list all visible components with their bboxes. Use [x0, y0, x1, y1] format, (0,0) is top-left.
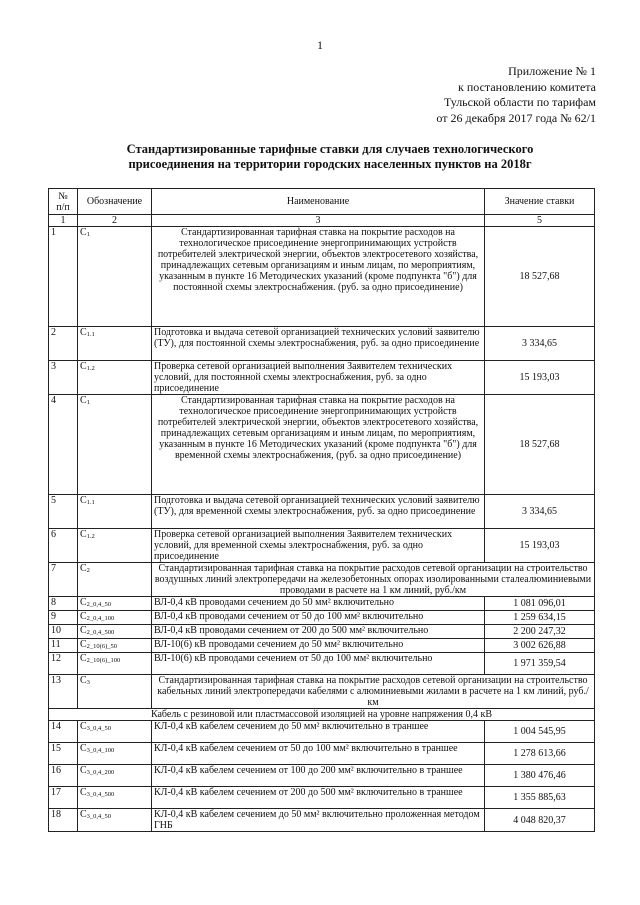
- cable-section-header-row: [49, 709, 595, 721]
- designation-subscript: 2_10(6)_100: [86, 657, 121, 664]
- row-number: 7: [49, 563, 78, 597]
- row-name: Стандартизированная тарифная ставка на покрытие расходов сетевой организации на строительство кабельных линий электропередачи кабелями с алюминиевыми жилами в расчете на 1 км линий, руб./км: [152, 675, 595, 709]
- row-name: Подготовка и выдача сетевой организацией технических условий заявителю (ТУ), для постоянной схемы электроснабжения, руб. за одно присоединение: [152, 327, 485, 361]
- table-row: [49, 227, 595, 327]
- row-name: КЛ-0,4 кВ кабелем сечением от 50 до 100 мм² включительно в траншее: [152, 743, 485, 765]
- row-value: 1 278 613,66: [485, 743, 595, 765]
- table-row: [49, 563, 595, 597]
- row-value: 1 380 476,46: [485, 765, 595, 787]
- designation-subscript: 1.2: [86, 533, 95, 540]
- column-number: 1: [49, 215, 78, 227]
- document-title: [60, 142, 600, 172]
- table-row: [49, 653, 595, 675]
- row-designation: [78, 625, 152, 639]
- row-designation: [78, 495, 152, 529]
- row-number: 14: [49, 721, 78, 743]
- row-name: КЛ-0,4 кВ кабелем сечением до 50 мм² включительно проложенная методом ГНБ: [152, 809, 485, 832]
- row-designation: [78, 563, 152, 597]
- row-designation: [78, 765, 152, 787]
- row-designation: [78, 653, 152, 675]
- row-number: 12: [49, 653, 78, 675]
- designation-letter: C: [80, 743, 87, 754]
- table-row: [49, 639, 595, 653]
- designation-subscript: 1.1: [86, 331, 95, 338]
- row-value: 15 193,03: [485, 529, 595, 563]
- page-number: 1: [317, 38, 323, 52]
- table-row: [49, 611, 595, 625]
- table-row: [49, 809, 595, 832]
- row-name: КЛ-0,4 кВ кабелем сечением от 100 до 200 мм² включительно в траншее: [152, 765, 485, 787]
- row-designation: [78, 361, 152, 395]
- row-number: 16: [49, 765, 78, 787]
- designation-subscript: 3_0,4_100: [86, 747, 115, 754]
- row-designation: [78, 675, 152, 709]
- row-value: 3 334,65: [485, 327, 595, 361]
- table-row: [49, 597, 595, 611]
- row-designation: [78, 227, 152, 327]
- designation-letter: C: [80, 653, 87, 664]
- row-designation: [78, 395, 152, 495]
- row-number: 15: [49, 743, 78, 765]
- row-value: 18 527,68: [485, 227, 595, 327]
- designation-letter: C: [80, 625, 87, 636]
- column-number: 2: [78, 215, 152, 227]
- row-value: 4 048 820,37: [485, 809, 595, 832]
- row-number: 2: [49, 327, 78, 361]
- row-designation: [78, 787, 152, 809]
- table-row: [49, 327, 595, 361]
- cable-section-header: Кабель с резиновой или пластмассовой изоляцией на уровне напряжения 0,4 кВ: [49, 709, 595, 721]
- designation-subscript: 3_0,4_50: [86, 725, 112, 732]
- designation-letter: C: [80, 327, 87, 338]
- header-num-line-1: №: [58, 190, 68, 202]
- table-header-row: [49, 189, 595, 215]
- designation-subscript: 2_10(6)_50: [86, 643, 118, 650]
- row-value: 2 200 247,32: [485, 625, 595, 639]
- row-designation: [78, 611, 152, 625]
- row-value: 1 259 634,15: [485, 611, 595, 625]
- table-row: [49, 787, 595, 809]
- designation-subscript: 3_0,4_500: [86, 791, 115, 798]
- row-name: КЛ-0,4 кВ кабелем сечением до 50 мм² включительно в траншее: [152, 721, 485, 743]
- table-row: [49, 743, 595, 765]
- header-num: [49, 189, 78, 215]
- column-number-row: [49, 215, 595, 227]
- table-body: [49, 227, 595, 832]
- row-designation: [78, 327, 152, 361]
- designation-subscript: 1: [86, 399, 90, 406]
- tariff-table: [48, 188, 595, 832]
- row-name: КЛ-0,4 кВ кабелем сечением от 200 до 500 мм² включительно в траншее: [152, 787, 485, 809]
- row-name: Проверка сетевой организацией выполнения Заявителем технических условий, для временной схемы электроснабжения, руб. за одно присоединение: [152, 529, 485, 563]
- header-designation: Обозначение: [78, 189, 152, 215]
- designation-subscript: 2_0,4_100: [86, 615, 115, 622]
- table-row: [49, 765, 595, 787]
- row-number: 9: [49, 611, 78, 625]
- row-name: Стандартизированная тарифная ставка на покрытие расходов сетевой организации на строительство воздушных линий электропередачи на железобетонных опорах изолированными сталеалюминиевыми проводами в расчете на 1 км линий, руб./км: [152, 563, 595, 597]
- designation-subscript: 1.1: [86, 499, 95, 506]
- row-number: 13: [49, 675, 78, 709]
- row-designation: [78, 743, 152, 765]
- row-number: 10: [49, 625, 78, 639]
- header-num-line-2: п/п: [56, 201, 70, 213]
- row-name: ВЛ-0,4 кВ проводами сечением от 50 до 100 мм² включительно: [152, 611, 485, 625]
- row-name: Подготовка и выдача сетевой организацией технических условий заявителю (ТУ), для временной схемы электроснабжения, руб. за одно присоединение: [152, 495, 485, 529]
- designation-letter: C: [80, 675, 87, 686]
- row-number: 4: [49, 395, 78, 495]
- designation-subscript: 3: [86, 679, 90, 686]
- row-name: ВЛ-10(6) кВ проводами сечением от 50 до 100 мм² включительно: [152, 653, 485, 675]
- designation-subscript: 1.2: [86, 365, 95, 372]
- designation-subscript: 3_0,4_50: [86, 813, 112, 820]
- designation-letter: C: [80, 809, 87, 820]
- table-row: [49, 361, 595, 395]
- row-number: 17: [49, 787, 78, 809]
- designation-letter: C: [80, 529, 87, 540]
- row-value: 3 002 626,88: [485, 639, 595, 653]
- row-number: 6: [49, 529, 78, 563]
- header-name: Наименование: [152, 189, 485, 215]
- table-row: [49, 675, 595, 709]
- designation-letter: C: [80, 721, 87, 732]
- designation-subscript: 1: [86, 231, 90, 238]
- column-number: 3: [152, 215, 485, 227]
- designation-letter: C: [80, 395, 87, 406]
- row-name: ВЛ-0,4 кВ проводами сечением до 50 мм² включительно: [152, 597, 485, 611]
- row-name: Проверка сетевой организацией выполнения Заявителем технических условий, для постоянной схемы электроснабжения, руб. за одно присоединение: [152, 361, 485, 395]
- row-number: 18: [49, 809, 78, 832]
- annex-line-4: от 26 декабря 2017 года № 62/1: [436, 110, 596, 125]
- title-line-1: Стандартизированные тарифные ставки для случаев технологического: [126, 142, 534, 156]
- row-number: 1: [49, 227, 78, 327]
- table-row: [49, 625, 595, 639]
- title-line-2: присоединения на территории городских населенных пунктов на 2018г: [128, 157, 532, 171]
- designation-letter: C: [80, 787, 87, 798]
- row-designation: [78, 721, 152, 743]
- annex-header: [436, 64, 596, 126]
- designation-letter: C: [80, 227, 87, 238]
- row-name: Стандартизированная тарифная ставка на покрытие расходов на технологическое присоединение энергопринимающих устройств потребителей электрической энергии, объектов электросетевого хозяйства, принадлежащих сетевым организациям и иным лицам, по мероприятиям, указанным в пункте 16 Методических указаний (кроме подпункта "б") для временной схемы электроснабжения, (руб. за одно присоединение): [152, 395, 485, 495]
- row-value: 3 334,65: [485, 495, 595, 529]
- designation-letter: C: [80, 639, 87, 650]
- row-designation: [78, 529, 152, 563]
- row-number: 11: [49, 639, 78, 653]
- row-value: 15 193,03: [485, 361, 595, 395]
- annex-line-2: к постановлению комитета: [458, 79, 596, 94]
- row-number: 8: [49, 597, 78, 611]
- row-designation: [78, 639, 152, 653]
- annex-line-1: Приложение № 1: [508, 64, 596, 78]
- designation-subscript: 2_0,4_500: [86, 629, 115, 636]
- header-value: Значение ставки: [485, 189, 595, 215]
- designation-subscript: 2_0,4_50: [86, 601, 112, 608]
- row-designation: [78, 809, 152, 832]
- designation-letter: C: [80, 361, 87, 372]
- row-value: 1 004 545,95: [485, 721, 595, 743]
- designation-subscript: 3_0,4_200: [86, 769, 115, 776]
- designation-letter: C: [80, 495, 87, 506]
- designation-letter: C: [80, 563, 87, 574]
- designation-letter: C: [80, 611, 87, 622]
- row-name: ВЛ-10(6) кВ проводами сечением до 50 мм² включительно: [152, 639, 485, 653]
- row-value: 1 355 885,63: [485, 787, 595, 809]
- row-value: 18 527,68: [485, 395, 595, 495]
- column-number: 5: [485, 215, 595, 227]
- row-number: 3: [49, 361, 78, 395]
- table-row: [49, 721, 595, 743]
- row-value: 1 081 096,01: [485, 597, 595, 611]
- row-designation: [78, 597, 152, 611]
- row-value: 1 971 359,54: [485, 653, 595, 675]
- table-row: [49, 395, 595, 495]
- row-name: ВЛ-0,4 кВ проводами сечением от 200 до 500 мм² включительно: [152, 625, 485, 639]
- designation-subscript: 2: [86, 567, 90, 574]
- row-number: 5: [49, 495, 78, 529]
- designation-letter: C: [80, 765, 87, 776]
- annex-line-3: Тульской области по тарифам: [443, 95, 596, 109]
- designation-letter: C: [80, 597, 87, 608]
- table-row: [49, 495, 595, 529]
- row-name: Стандартизированная тарифная ставка на покрытие расходов на технологическое присоединение энергопринимающих устройств потребителей электрической энергии, объектов электросетевого хозяйства, принадлежащих сетевым организациям и иным лицам, по мероприятиям, указанным в пункте 16 Методических указаний (кроме подпункта "б") для постоянной схемы электроснабжения. (руб. за одно присоединение): [152, 227, 485, 327]
- table-row: [49, 529, 595, 563]
